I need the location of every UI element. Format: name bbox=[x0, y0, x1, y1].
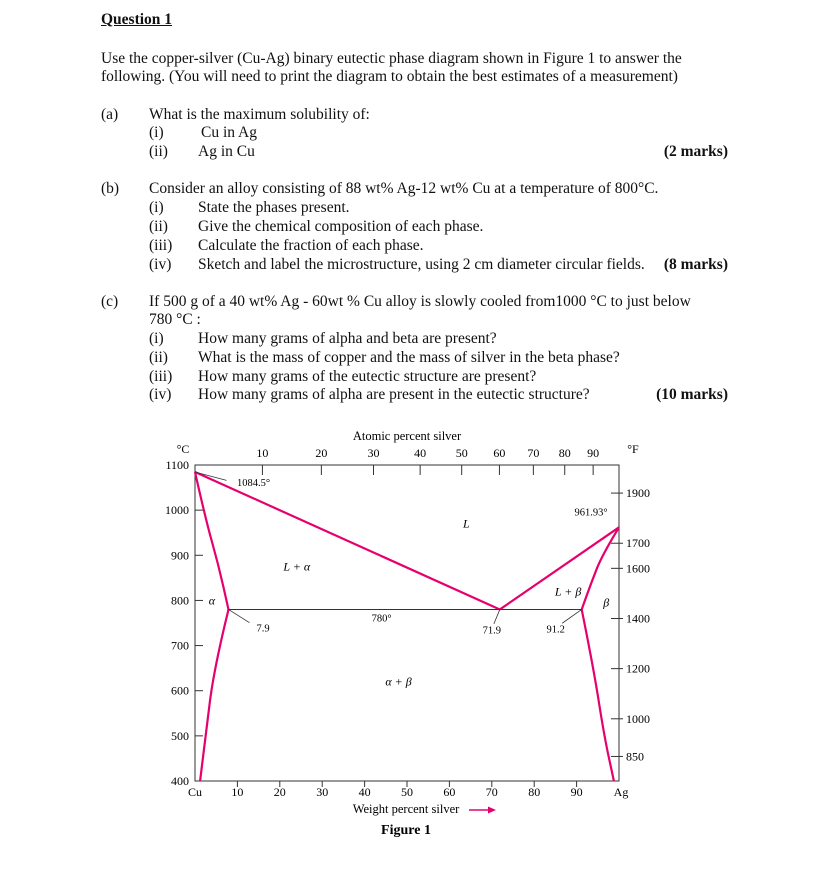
region-label: L bbox=[463, 516, 470, 531]
part-c-item-num: (iv) bbox=[149, 386, 172, 403]
annotation-label: 7.9 bbox=[256, 623, 270, 635]
part-c-marks: (10 marks) bbox=[656, 386, 728, 403]
annotation-label: 71.9 bbox=[482, 625, 502, 637]
liquidus-right-curve bbox=[500, 527, 619, 609]
plot-frame bbox=[195, 465, 619, 781]
annotation-label: 780° bbox=[371, 613, 392, 625]
annotation-leader bbox=[228, 609, 249, 622]
top-tick-label: 90 bbox=[587, 446, 600, 460]
part-b-item-num: (iv) bbox=[149, 256, 172, 273]
fahrenheit-unit: °F bbox=[627, 442, 639, 456]
part-b-item-text: Give the chemical composition of each phase. bbox=[198, 218, 484, 235]
part-b-item-num: (ii) bbox=[149, 218, 168, 235]
question-title: Question 1 bbox=[101, 11, 173, 28]
part-c-label: (c) bbox=[101, 293, 119, 310]
fahrenheit-tick-label: 1600 bbox=[626, 561, 650, 576]
y-tick-label: 600 bbox=[171, 683, 189, 698]
fahrenheit-tick-label: 1400 bbox=[626, 611, 650, 626]
celsius-unit: °C bbox=[176, 442, 190, 456]
y-tick-label: 1100 bbox=[165, 458, 189, 472]
annotation-label: 1084.5° bbox=[237, 477, 271, 489]
part-a-marks: (2 marks) bbox=[663, 143, 728, 160]
intro-line-1: Use the copper-silver (Cu-Ag) binary eutectic phase diagram shown in Figure 1 to answer the bbox=[101, 50, 682, 67]
part-c-item-text: What is the mass of copper and the mass of silver in the beta phase? bbox=[198, 349, 620, 366]
annotation-leader bbox=[494, 609, 500, 623]
copper-end-label: Cu bbox=[187, 785, 203, 799]
part-c-stem-line-2: 780 °C : bbox=[149, 311, 201, 328]
part-c-item-num: (ii) bbox=[149, 349, 168, 366]
annotation-label: 961.93° bbox=[574, 507, 608, 519]
fahrenheit-tick-label: 1900 bbox=[626, 486, 650, 501]
top-tick-label: 50 bbox=[455, 446, 468, 460]
figure-caption: Figure 1 bbox=[381, 823, 431, 838]
part-c-item-text: How many grams of the eutectic structure are present? bbox=[198, 368, 537, 385]
region-label: α bbox=[208, 593, 216, 608]
top-tick-label: 10 bbox=[256, 446, 269, 460]
y-tick-label: 900 bbox=[171, 548, 189, 563]
part-b-item-text: Sketch and label the microstructure, using 2 cm diameter circular fields. bbox=[198, 256, 645, 273]
x-tick-label: 20 bbox=[273, 785, 286, 799]
part-c-item-text: How many grams of alpha are present in the eutectic structure? bbox=[198, 386, 590, 403]
y-tick-label: 400 bbox=[171, 774, 189, 788]
part-b-marks: (8 marks) bbox=[663, 256, 728, 273]
x-tick-label: 50 bbox=[401, 785, 413, 799]
part-c-item-num: (iii) bbox=[149, 368, 173, 385]
ticks-layer bbox=[165, 446, 650, 799]
y-tick-label: 700 bbox=[171, 638, 189, 653]
y-tick-label: 1000 bbox=[165, 503, 189, 518]
x-tick-label: 30 bbox=[316, 785, 329, 799]
x-tick-label: 90 bbox=[570, 785, 583, 799]
region-label: β bbox=[603, 595, 610, 610]
top-tick-label: 40 bbox=[414, 446, 427, 460]
x-tick-label: 60 bbox=[443, 785, 456, 799]
part-b-item-num: (iii) bbox=[149, 237, 173, 254]
annotation-label: 91.2 bbox=[546, 624, 565, 636]
top-axis-title: Atomic percent silver bbox=[352, 429, 462, 443]
part-b-item-text: Calculate the fraction of each phase. bbox=[198, 237, 424, 254]
intro-line-2: following. (You will need to print the diagram to obtain the best estimates of a measurement) bbox=[101, 68, 678, 85]
top-tick-label: 30 bbox=[367, 446, 380, 460]
annotation-leader bbox=[195, 472, 227, 480]
part-b-stem: Consider an alloy consisting of 88 wt% Ag-12 wt% Cu at a temperature of 800°C. bbox=[149, 180, 659, 197]
labels-layer bbox=[195, 472, 609, 689]
top-tick-label: 60 bbox=[493, 446, 506, 460]
liquidus-left-curve bbox=[195, 472, 500, 609]
annotation-leader bbox=[562, 609, 582, 623]
part-a-stem: What is the maximum solubility of: bbox=[149, 106, 370, 123]
part-b-label: (b) bbox=[101, 180, 120, 197]
arrow-head bbox=[488, 807, 496, 814]
beta-solvus-curve bbox=[582, 609, 614, 781]
fahrenheit-tick-label: 850 bbox=[626, 749, 644, 764]
curves-layer bbox=[195, 472, 619, 781]
top-tick-label: 70 bbox=[527, 446, 540, 460]
region-label: α + β bbox=[385, 674, 412, 689]
x-tick-label: 40 bbox=[358, 785, 371, 799]
part-a-item-num: (i) bbox=[149, 124, 164, 141]
part-a-item-text: Cu in Ag bbox=[201, 124, 257, 141]
x-tick-label: 80 bbox=[528, 785, 541, 799]
beta-solidus-curve bbox=[582, 527, 619, 609]
axis-direction-arrow bbox=[469, 807, 496, 814]
part-c-item-text: How many grams of alpha and beta are present? bbox=[198, 330, 497, 347]
part-a-item-text: Ag in Cu bbox=[198, 143, 255, 160]
region-label: L + β bbox=[554, 584, 582, 599]
top-tick-label: 80 bbox=[558, 446, 571, 460]
alpha-solidus-curve bbox=[195, 472, 228, 609]
part-c-stem-line-1: If 500 g of a 40 wt% Ag - 60wt % Cu alloy is slowly cooled from1000 °C to just below bbox=[149, 293, 691, 310]
region-label: L + α bbox=[283, 559, 311, 574]
y-tick-label: 800 bbox=[171, 593, 189, 608]
part-b-item-text: State the phases present. bbox=[198, 199, 350, 216]
part-a-item-num: (ii) bbox=[149, 143, 168, 160]
y-tick-label: 500 bbox=[171, 728, 189, 743]
fahrenheit-tick-label: 1000 bbox=[626, 711, 650, 726]
silver-end-label: Ag bbox=[613, 785, 629, 799]
fahrenheit-tick-label: 1700 bbox=[626, 536, 650, 551]
fahrenheit-tick-label: 1200 bbox=[626, 661, 650, 676]
alpha-solvus-curve bbox=[200, 609, 228, 781]
x-tick-label: 70 bbox=[485, 785, 498, 799]
part-c-item-num: (i) bbox=[149, 330, 164, 347]
part-b-item-num: (i) bbox=[149, 199, 164, 216]
bottom-axis-title: Weight percent silver bbox=[352, 802, 460, 816]
top-tick-label: 20 bbox=[315, 446, 328, 460]
x-tick-label: 10 bbox=[231, 785, 244, 799]
part-a-label: (a) bbox=[101, 106, 119, 123]
